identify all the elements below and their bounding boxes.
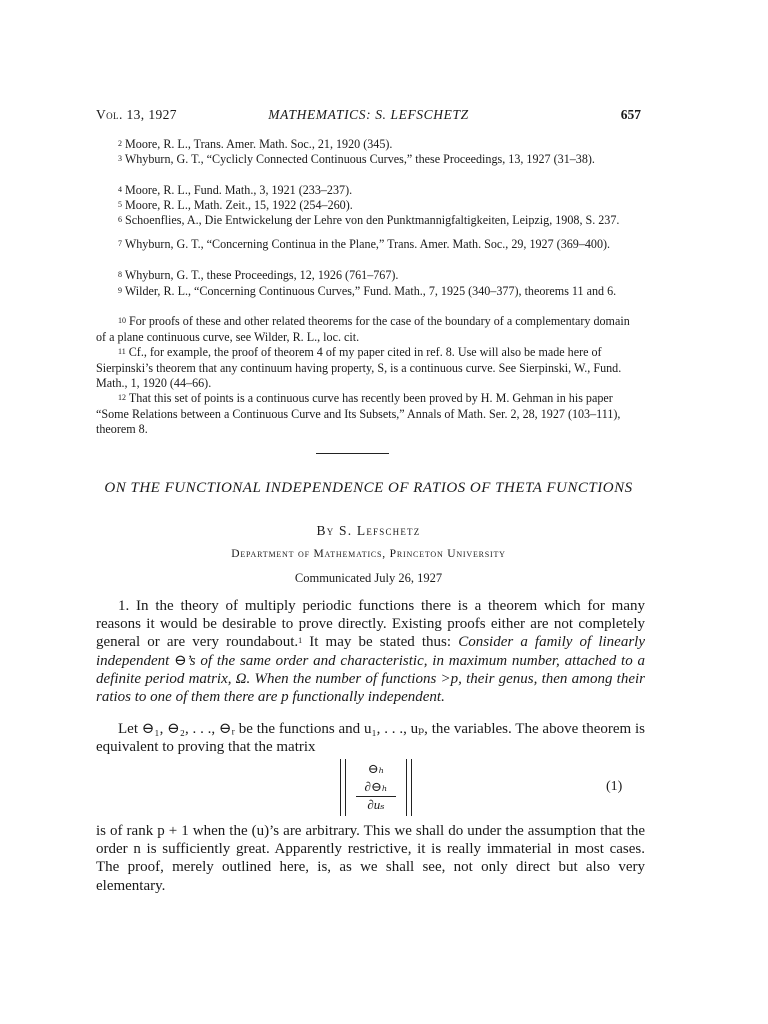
paragraph-1: 1. In the theory of multiply periodic functions there is a theorem which for many reasons it would be desirable to prove directly. Existing proofs either are not completely general or are very roundabout.$^1$ It may be stated thus: Consider a family of linearly independent ⊖’s of the same order and characteristic, in maximum number, attached to a definite period matrix, Ω. When the number of functions >p, their genus, then among their ratios to one of them there are p functionally independent.	[96, 598, 645, 706]
volume-label: Vol. 13, 1927	[96, 107, 177, 122]
matrix-row-derivative-numerator: ∂⊖ₕ	[364, 779, 388, 794]
paragraph-3: is of rank p + 1 when the (u)’s are arbitrary. This we shall do under the assumption that the order n is sufficiently great. Apparently restrictive, it is really immaterial in most cases. The proof, merely outlined here, is, as we shall see, not only direct but also very elementary.	[96, 823, 645, 894]
footnote-11: $^{11}$ Cf., for example, the proof of theorem 4 of my paper cited in ref. 8. Use will also be made here of Sierpinski’s theorem that any continuum having property, S, is a continuous curve. See Sierpinski, W., Fund. Math., 1, 1920 (44–66).	[96, 345, 622, 390]
matrix-row-theta: ⊖ₕ	[367, 761, 385, 776]
footnote-6: $^6$ Schoenflies, A., Die Entwickelung der Lehre von den Punktmannigfaltigkeiten, Leipzig, 1908, S. 237.	[118, 213, 620, 227]
footnote-3: $^3$ Whyburn, G. T., “Cyclicly Connected Continuous Curves,” these Proceedings, 13, 1927 (31–38).	[118, 152, 595, 166]
equation-number: (1)	[606, 779, 623, 794]
running-header	[96, 107, 641, 127]
page-number: 657	[620, 107, 641, 122]
section-divider	[316, 453, 389, 454]
footnote-8: $^8$ Whyburn, G. T., these Proceedings, 12, 1926 (761–767).	[118, 268, 399, 282]
communicated-date: Communicated July 26, 1927	[294, 571, 443, 585]
matrix-row-derivative-denominator: ∂uₛ	[367, 797, 385, 812]
paragraph-2: Let ⊖₁, ⊖₂, . . ., ⊖ᵣ be the functions and u₁, . . ., uₚ, the variables. The above theorem is equivalent to proving that the matrix	[96, 721, 645, 756]
article-byline: By S. Lefschetz	[316, 523, 421, 538]
footnote-2: $^2$ Moore, R. L., Trans. Amer. Math. Soc., 21, 1920 (345).	[118, 137, 393, 151]
matrix-expression	[340, 759, 412, 816]
author-affiliation: Department of Mathematics, Princeton University	[231, 548, 506, 560]
footnote-9: $^9$ Wilder, R. L., “Concerning Continuous Curves,” Fund. Math., 7, 1925 (340–377), theorems 11 and 6.	[118, 284, 617, 298]
running-title: MATHEMATICS: S. LEFSCHETZ	[268, 107, 469, 122]
footnote-5: $^5$ Moore, R. L., Math. Zeit., 15, 1922 (254–260).	[118, 198, 353, 212]
article-title: ON THE FUNCTIONAL INDEPENDENCE OF RATIOS OF THETA FUNCTIONS	[104, 480, 633, 496]
footnote-12: $^{12}$ That this set of points is a continuous curve has recently been proved by H. M. Gehman in his paper “Some Relations between a Continuous Curve and Its Subsets,” Annals of Math. Ser. 2, 28, 1927 (103–111), theorem 8.	[96, 391, 621, 436]
footnote-4: $^4$ Moore, R. L., Fund. Math., 3, 1921 (233–237).	[118, 183, 353, 197]
footnote-7: $^7$ Whyburn, G. T., “Concerning Continua in the Plane,” Trans. Amer. Math. Soc., 29, 1927 (369–400).	[118, 237, 611, 251]
footnote-10: $^{10}$ For proofs of these and other related theorems for the case of the boundary of a complementary domain of a plane continuous curve, see Wilder, R. L., loc. cit.	[96, 314, 630, 344]
